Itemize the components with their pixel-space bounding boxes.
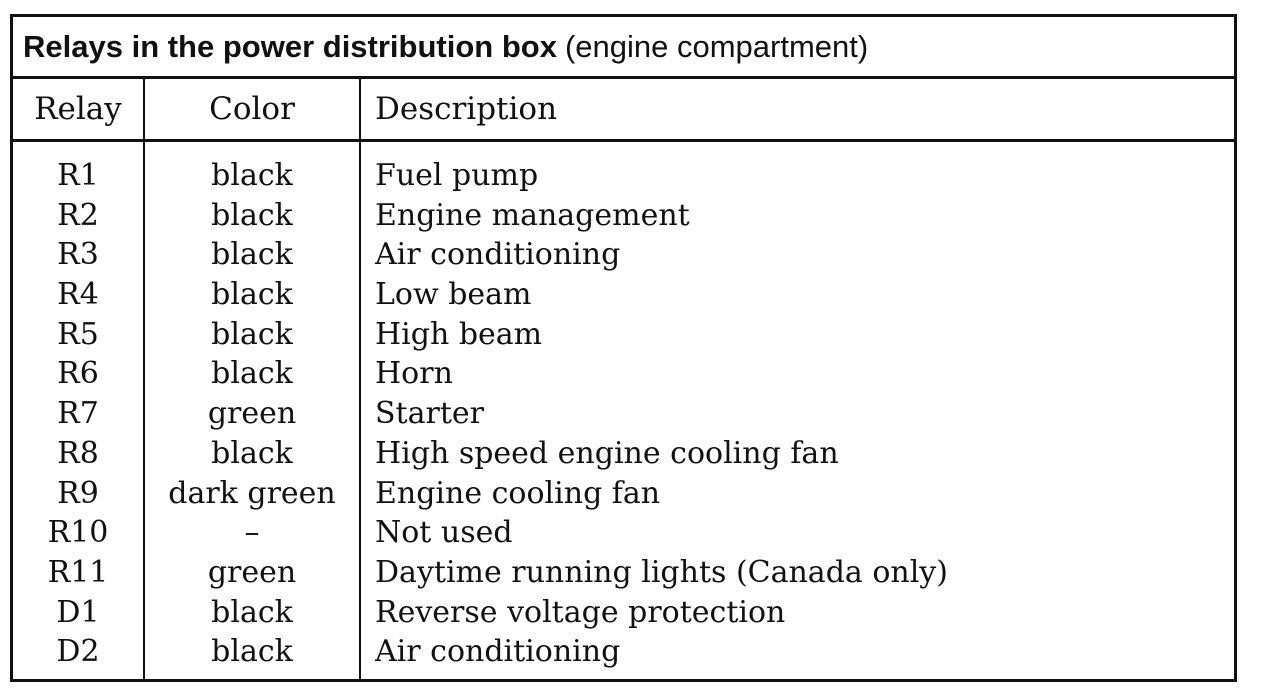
relay-cell: R2 <box>57 197 99 233</box>
color-cell: – <box>244 515 260 551</box>
color-cell: black <box>211 158 293 193</box>
color-cell: dark green <box>168 475 336 511</box>
relay-table <box>10 14 1237 682</box>
table-header-row <box>13 79 1234 142</box>
relay-cell: D1 <box>56 594 100 630</box>
color-cell: black <box>211 594 293 630</box>
description-cell: Not used <box>375 515 513 551</box>
relay-cell: R10 <box>47 515 109 551</box>
description-cell: Reverse voltage protection <box>375 594 786 630</box>
color-cell: green <box>207 554 297 590</box>
color-cell: black <box>211 356 293 392</box>
header-relay: Relay <box>13 79 145 139</box>
description-cell: Horn <box>375 356 453 392</box>
description-cell: Low beam <box>375 277 532 313</box>
relay-cell: D2 <box>56 634 100 670</box>
color-cell: black <box>211 197 293 233</box>
relay-cell: R5 <box>57 316 99 352</box>
description-cell: Daytime running lights (Canada only) <box>375 554 948 590</box>
color-cell: black <box>211 237 293 273</box>
description-cell: High beam <box>375 316 543 352</box>
table-title-main: Relays in the power distribution box <box>23 28 557 64</box>
relay-cell: R3 <box>57 237 99 273</box>
header-color: Color <box>145 79 361 139</box>
relay-cell: R9 <box>57 475 99 511</box>
relay-cell: R6 <box>57 356 99 392</box>
description-cell: High speed engine cooling fan <box>375 435 839 471</box>
relay-cell: R7 <box>57 396 99 432</box>
color-column <box>145 142 361 679</box>
description-cell: Air conditioning <box>375 634 621 670</box>
relay-cell: R1 <box>57 158 99 193</box>
color-cell: black <box>211 316 293 352</box>
table-title <box>13 17 1234 79</box>
description-cell: Engine cooling fan <box>375 475 661 511</box>
description-column <box>361 142 1234 679</box>
table-title-sub: (engine compartment) <box>564 28 869 64</box>
header-description: Description <box>375 91 558 127</box>
description-cell: Fuel pump <box>375 158 539 193</box>
color-cell: black <box>211 277 293 313</box>
table-body <box>13 142 1234 679</box>
description-cell: Starter <box>375 396 484 432</box>
relay-cell: R4 <box>57 277 99 313</box>
color-cell: black <box>211 634 293 670</box>
relay-cell: R11 <box>47 554 109 590</box>
relay-column <box>13 142 145 679</box>
relay-cell: R8 <box>57 435 99 471</box>
color-cell: black <box>211 435 293 471</box>
color-cell: green <box>207 396 297 432</box>
description-cell: Air conditioning <box>375 237 621 273</box>
description-cell: Engine management <box>375 197 690 233</box>
